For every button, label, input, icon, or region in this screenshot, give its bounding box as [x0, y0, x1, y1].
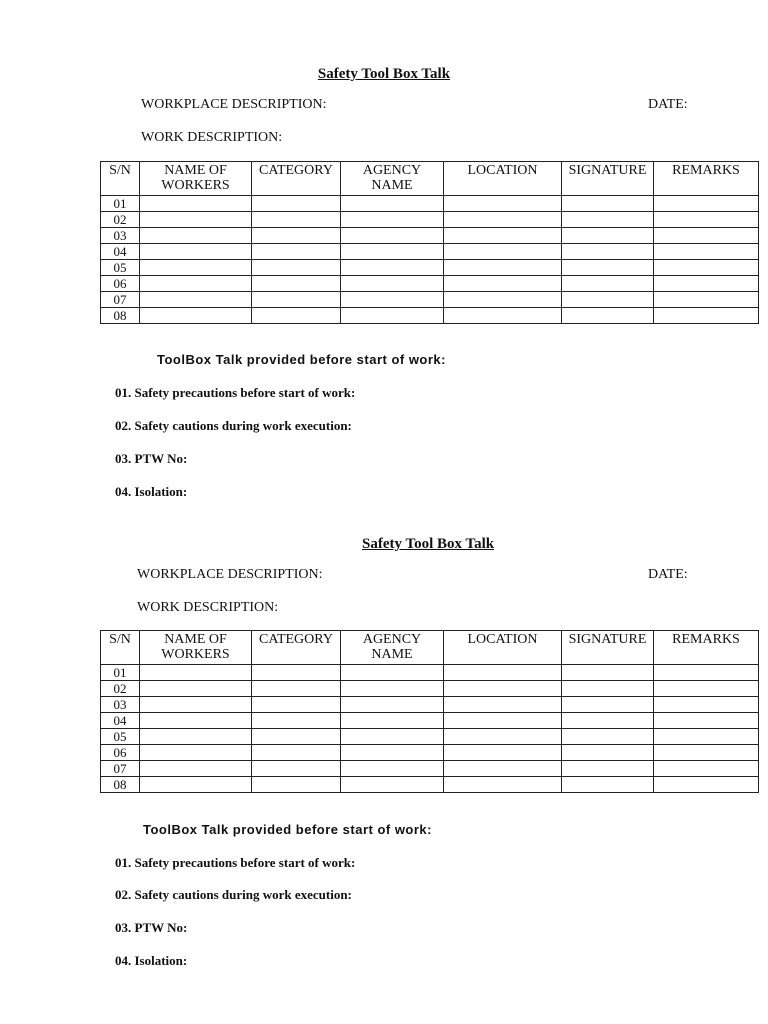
name-cell[interactable] [140, 665, 252, 681]
column-header-sn: S/N [101, 631, 140, 665]
name-cell[interactable] [140, 777, 252, 793]
location-cell[interactable] [444, 777, 562, 793]
location-cell[interactable] [444, 196, 562, 212]
item-isolation: 04. Isolation: [115, 484, 188, 499]
column-header-name-of-workers: NAME OF WORKERS [140, 162, 252, 196]
row-number: 04 [101, 244, 140, 260]
remarks-cell[interactable] [654, 665, 759, 681]
table-row [101, 228, 759, 244]
location-cell[interactable] [444, 260, 562, 276]
agency-cell[interactable] [341, 761, 444, 777]
table-row [101, 761, 759, 777]
category-cell[interactable] [252, 665, 341, 681]
remarks-cell[interactable] [654, 697, 759, 713]
row-number: 05 [101, 729, 140, 745]
category-cell[interactable] [252, 697, 341, 713]
name-cell[interactable] [140, 260, 252, 276]
name-cell[interactable] [140, 308, 252, 324]
form-title: Safety Tool Box Talk [362, 536, 495, 552]
row-number: 06 [101, 745, 140, 761]
remarks-cell[interactable] [654, 777, 759, 793]
agency-cell[interactable] [341, 292, 444, 308]
agency-cell[interactable] [341, 244, 444, 260]
row-number: 08 [101, 777, 140, 793]
item-safety-cautions: 02. Safety cautions during work execution: [115, 418, 352, 433]
name-cell[interactable] [140, 276, 252, 292]
signature-cell[interactable] [562, 729, 654, 745]
row-number: 01 [101, 196, 140, 212]
table-row [101, 729, 759, 745]
column-header-name-of-workers: NAME OF WORKERS [140, 631, 252, 665]
location-cell[interactable] [444, 729, 562, 745]
row-number: 02 [101, 681, 140, 697]
location-cell[interactable] [444, 308, 562, 324]
signature-cell[interactable] [562, 665, 654, 681]
date-label: DATE: [648, 97, 688, 112]
remarks-cell[interactable] [654, 244, 759, 260]
location-cell[interactable] [444, 665, 562, 681]
name-cell[interactable] [140, 745, 252, 761]
table-header-row [101, 162, 759, 196]
location-cell[interactable] [444, 212, 562, 228]
workers-table [100, 630, 759, 793]
location-cell[interactable] [444, 761, 562, 777]
remarks-cell[interactable] [654, 681, 759, 697]
toolbox-provided-heading: ToolBox Talk provided before start of work: [157, 352, 446, 367]
table-row [101, 697, 759, 713]
signature-cell[interactable] [562, 260, 654, 276]
agency-cell[interactable] [341, 777, 444, 793]
column-header-signature: SIGNATURE [562, 162, 654, 196]
remarks-cell[interactable] [654, 260, 759, 276]
agency-cell[interactable] [341, 196, 444, 212]
category-cell[interactable] [252, 212, 341, 228]
location-cell[interactable] [444, 713, 562, 729]
category-cell[interactable] [252, 260, 341, 276]
form-title: Safety Tool Box Talk [317, 66, 451, 82]
signature-cell[interactable] [562, 212, 654, 228]
category-cell[interactable] [252, 729, 341, 745]
agency-cell[interactable] [341, 228, 444, 244]
agency-cell[interactable] [341, 681, 444, 697]
item-ptw-no: 03. PTW No: [115, 451, 188, 466]
table-row [101, 292, 759, 308]
column-header-agency-name: AGENCY NAME [341, 631, 444, 665]
table-row [101, 713, 759, 729]
column-header-location: LOCATION [444, 631, 562, 665]
category-cell[interactable] [252, 777, 341, 793]
item-safety-cautions: 02. Safety cautions during work execution: [115, 887, 352, 902]
remarks-cell[interactable] [654, 228, 759, 244]
signature-cell[interactable] [562, 745, 654, 761]
signature-cell[interactable] [562, 292, 654, 308]
item-safety-precautions: 01. Safety precautions before start of work: [115, 855, 356, 870]
remarks-cell[interactable] [654, 745, 759, 761]
name-cell[interactable] [140, 697, 252, 713]
category-cell[interactable] [252, 745, 341, 761]
row-number: 06 [101, 276, 140, 292]
row-number: 05 [101, 260, 140, 276]
table-row [101, 260, 759, 276]
remarks-cell[interactable] [654, 761, 759, 777]
remarks-cell[interactable] [654, 196, 759, 212]
column-header-sn: S/N [101, 162, 140, 196]
column-header-remarks: REMARKS [654, 631, 759, 665]
category-cell[interactable] [252, 681, 341, 697]
agency-cell[interactable] [341, 212, 444, 228]
category-cell[interactable] [252, 228, 341, 244]
category-cell[interactable] [252, 196, 341, 212]
table-row [101, 276, 759, 292]
workplace-description-label: WORKPLACE DESCRIPTION: [141, 97, 327, 112]
row-number: 08 [101, 308, 140, 324]
item-isolation: 04. Isolation: [115, 953, 188, 968]
location-cell[interactable] [444, 745, 562, 761]
remarks-cell[interactable] [654, 729, 759, 745]
signature-cell[interactable] [562, 196, 654, 212]
table-row [101, 244, 759, 260]
name-cell[interactable] [140, 729, 252, 745]
table-row [101, 308, 759, 324]
name-cell[interactable] [140, 292, 252, 308]
location-cell[interactable] [444, 681, 562, 697]
category-cell[interactable] [252, 308, 341, 324]
signature-cell[interactable] [562, 228, 654, 244]
signature-cell[interactable] [562, 777, 654, 793]
signature-cell[interactable] [562, 761, 654, 777]
column-header-location: LOCATION [444, 162, 562, 196]
location-cell[interactable] [444, 244, 562, 260]
name-cell[interactable] [140, 713, 252, 729]
work-description-label: WORK DESCRIPTION: [141, 130, 283, 145]
row-number: 04 [101, 713, 140, 729]
workers-table [100, 161, 759, 324]
name-cell[interactable] [140, 681, 252, 697]
row-number: 01 [101, 665, 140, 681]
work-description-label: WORK DESCRIPTION: [137, 600, 279, 615]
category-cell[interactable] [252, 276, 341, 292]
location-cell[interactable] [444, 276, 562, 292]
table-row [101, 777, 759, 793]
agency-cell[interactable] [341, 276, 444, 292]
remarks-cell[interactable] [654, 212, 759, 228]
location-cell[interactable] [444, 697, 562, 713]
category-cell[interactable] [252, 292, 341, 308]
category-cell[interactable] [252, 761, 341, 777]
table-row [101, 212, 759, 228]
agency-cell[interactable] [341, 665, 444, 681]
remarks-cell[interactable] [654, 276, 759, 292]
date-label: DATE: [648, 567, 688, 582]
agency-cell[interactable] [341, 729, 444, 745]
row-number: 03 [101, 697, 140, 713]
workplace-description-label: WORKPLACE DESCRIPTION: [137, 567, 323, 582]
category-cell[interactable] [252, 244, 341, 260]
column-header-signature: SIGNATURE [562, 631, 654, 665]
signature-cell[interactable] [562, 681, 654, 697]
column-header-category: CATEGORY [252, 162, 341, 196]
agency-cell[interactable] [341, 697, 444, 713]
row-number: 03 [101, 228, 140, 244]
remarks-cell[interactable] [654, 292, 759, 308]
signature-cell[interactable] [562, 697, 654, 713]
column-header-remarks: REMARKS [654, 162, 759, 196]
row-number: 07 [101, 292, 140, 308]
signature-cell[interactable] [562, 308, 654, 324]
signature-cell[interactable] [562, 244, 654, 260]
name-cell[interactable] [140, 228, 252, 244]
agency-cell[interactable] [341, 260, 444, 276]
item-safety-precautions: 01. Safety precautions before start of work: [115, 385, 356, 400]
name-cell[interactable] [140, 196, 252, 212]
name-cell[interactable] [140, 761, 252, 777]
table-row [101, 196, 759, 212]
signature-cell[interactable] [562, 276, 654, 292]
row-number: 07 [101, 761, 140, 777]
category-cell[interactable] [252, 713, 341, 729]
agency-cell[interactable] [341, 308, 444, 324]
toolbox-provided-heading: ToolBox Talk provided before start of work: [143, 822, 432, 837]
item-ptw-no: 03. PTW No: [115, 920, 188, 935]
table-row [101, 681, 759, 697]
table-header-row [101, 631, 759, 665]
agency-cell[interactable] [341, 745, 444, 761]
agency-cell[interactable] [341, 713, 444, 729]
remarks-cell[interactable] [654, 713, 759, 729]
location-cell[interactable] [444, 292, 562, 308]
signature-cell[interactable] [562, 713, 654, 729]
table-row [101, 745, 759, 761]
column-header-category: CATEGORY [252, 631, 341, 665]
location-cell[interactable] [444, 228, 562, 244]
row-number: 02 [101, 212, 140, 228]
column-header-agency-name: AGENCY NAME [341, 162, 444, 196]
table-row [101, 665, 759, 681]
name-cell[interactable] [140, 244, 252, 260]
remarks-cell[interactable] [654, 308, 759, 324]
name-cell[interactable] [140, 212, 252, 228]
